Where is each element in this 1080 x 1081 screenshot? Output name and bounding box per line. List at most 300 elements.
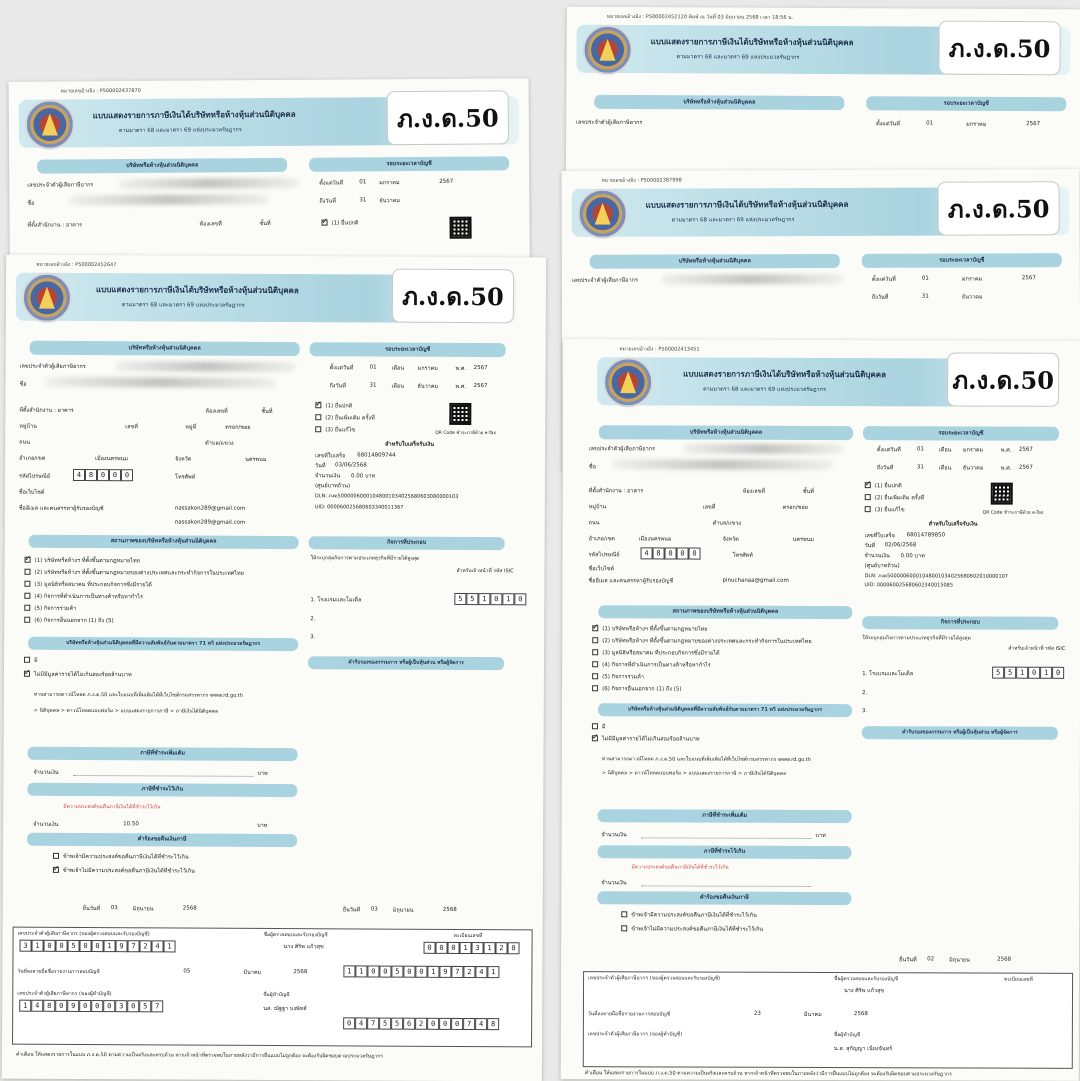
period-from-day: 01 xyxy=(916,446,924,453)
province-label: จังหวัด xyxy=(722,536,739,543)
refund-no-label: ข้าพเจ้าไม่มีความประสงค์ขอคืนภาษีเงินได้ที่ชำระไว้เกิน xyxy=(62,867,195,875)
bookkeeper-office-boxes xyxy=(343,1017,499,1030)
filing-normal-checkbox[interactable] xyxy=(865,482,871,488)
taxid-digit: 0 xyxy=(56,940,68,952)
auditor-license-boxes xyxy=(424,942,520,955)
filing-extra-label: (2) ยื่นเพิ่มเติม ครั้งที่ xyxy=(325,415,375,422)
province-value: นครพนม xyxy=(792,536,815,543)
overpaid-amount-label: จำนวนเงิน xyxy=(33,821,59,828)
status-item-4: (4) กิจการที่ดำเนินการเป็นทางค้าหรือหากำไร xyxy=(602,662,711,669)
section-header-period: รอบระยะเวลาบัญชี xyxy=(309,156,509,171)
license-digit: 0 xyxy=(508,942,520,954)
taxid-digit: 7 xyxy=(128,940,140,952)
period-from-day: 01 xyxy=(359,179,367,186)
office-digit: 2 xyxy=(463,966,475,978)
postcode-boxes xyxy=(73,469,133,481)
overpaid-amount-field[interactable] xyxy=(641,885,811,887)
qr-code-icon xyxy=(991,483,1013,505)
status-checkbox-5[interactable] xyxy=(592,673,598,679)
email-value-2: nassakon289@gmail.com xyxy=(174,519,246,526)
section-header-company: บริษัทหรือห้างหุ้นส่วนนิติบุคคล xyxy=(30,341,300,356)
bk-digit: 0 xyxy=(79,1000,91,1012)
filing-amend-checkbox[interactable] xyxy=(315,426,321,432)
taxpayer-id-label: เลขประจำตัวผู้เสียภาษีอากร xyxy=(19,363,86,371)
taxpayer-id-label: เลขประจำตัวผู้เสียภาษีอากร xyxy=(588,446,655,453)
taxid-digit: 1 xyxy=(164,940,176,952)
isic-digit: 5 xyxy=(454,593,466,605)
bookkeeper-name: น.ส. สุกัญญา เนียงจันทร์ xyxy=(833,1046,893,1053)
auditor-name-label: ชื่อผู้ตรวจสอบและรับรองบัญชี xyxy=(834,976,899,983)
bookkeeper-name: นส. ณัฐฐา บงพิทส์ xyxy=(263,1005,307,1013)
business-item-3: 3. xyxy=(310,634,316,641)
taxid-digit: 9 xyxy=(116,940,128,952)
sign-date-month: มิถุนายน xyxy=(132,906,154,913)
district-value: เมืองนครพนม xyxy=(95,456,129,463)
business-item-2: 2. xyxy=(310,616,316,623)
period-year: 2567 xyxy=(473,383,488,390)
bk-digit: 4 xyxy=(31,1000,43,1012)
form-code: ภ.ง.ด.50 xyxy=(938,21,1060,76)
form-code: ภ.ง.ด.50 xyxy=(387,90,509,145)
auditor-name: นาง ศิริพ แก้วสุข xyxy=(844,988,885,995)
status-checkbox-6[interactable] xyxy=(592,685,598,691)
extra-tax-baht: บาท xyxy=(815,832,826,840)
revenue-department-seal-icon xyxy=(603,357,653,407)
footer-warning: คำเตือน ให้แสดงรายการในแบบ ภ.ง.ด.50 ตามความเป็นจริงและครบถ้วน หากเจ้าหน้าที่ตรวจพบในภายหลังว่ามีการยื่นแบบไม่ถูกต้อง จะต้องรับผิดชอบตามประมวลรัษฎากร xyxy=(15,1051,384,1060)
period-year: 2567 xyxy=(439,178,454,185)
period-from-month: มกราคม xyxy=(379,180,400,187)
bk-digit: 1 xyxy=(19,1000,31,1012)
qr-code-icon xyxy=(449,403,471,425)
postcode-digit: 8 xyxy=(653,547,665,559)
subdistrict-label: ตำบล/แขวง xyxy=(205,440,234,447)
status-checkbox-4[interactable] xyxy=(592,661,598,667)
section71-none-label: ไม่มีมีมูลค่ารายได้ไม่เกินสองร้อยล้านบาท xyxy=(601,736,700,743)
section-header-period: รอบระยะเวลาบัญชี xyxy=(310,342,506,357)
phone-label: โทรศัพท์ xyxy=(174,474,196,481)
bko-digit: 8 xyxy=(487,1018,499,1030)
postcode-digit: 0 xyxy=(689,548,701,560)
room-label: ห้องเลขที่ xyxy=(742,488,766,495)
postcode-digit: 4 xyxy=(73,469,85,481)
redacted-name xyxy=(69,194,269,205)
sign-date-label: ยื่นวันที่ xyxy=(899,957,917,964)
period-from-day: 01 xyxy=(921,275,929,282)
village-label: หมู่บ้าน xyxy=(19,423,37,430)
refund-yes-checkbox[interactable] xyxy=(53,853,59,859)
sign-date-year: 2568 xyxy=(997,956,1012,963)
tax-form-sheet-d xyxy=(2,255,546,1081)
bko-digit: 7 xyxy=(367,1017,379,1029)
office-digit: 4 xyxy=(475,966,487,978)
status-checkbox-2[interactable] xyxy=(592,637,598,643)
bko-digit: 7 xyxy=(463,1018,475,1030)
bk-digit: 0 xyxy=(103,1000,115,1012)
email-label: ชื่ออีเมล และคนสรรหาผู้รับรองบัญชี xyxy=(588,578,674,585)
receipt-header: สำหรับใบเสร็จรับเงิน xyxy=(385,441,435,448)
taxid-digit: 5 xyxy=(68,940,80,952)
office-digit: 0 xyxy=(403,966,415,978)
period-to-label: ถึงวันที่ xyxy=(329,383,346,390)
status-checkbox-3[interactable] xyxy=(24,581,30,587)
status-item-5: (5) กิจการร่วมค้า xyxy=(34,605,77,612)
extra-tax-amount-label: จำนวนเงิน xyxy=(33,769,59,776)
taxpayer-id-label: เลขประจำตัวผู้เสียภาษีอากร xyxy=(27,182,94,189)
section71-have-checkbox[interactable] xyxy=(24,657,30,663)
refund-no-label: ข้าพเจ้าไม่มีความประสงค์ขอคืนภาษีเงินได้ที่ชำระไว้เกิน xyxy=(631,926,764,933)
business-section-header: กิจการที่ประกอบ xyxy=(862,616,1058,630)
period-from-month: มกราคม xyxy=(961,276,983,283)
audit-date-day: 23 xyxy=(753,1010,761,1017)
bko-digit: 0 xyxy=(343,1017,355,1029)
section71-none-checkbox[interactable] xyxy=(592,735,598,741)
audit-date-month: มีนาคม xyxy=(803,1011,822,1019)
business-description: ให้ระบุกลุ่มกิจการตามประเภทธุรกิจที่มีรายได้สูงสุด xyxy=(862,635,971,642)
form-subtitle: ตามมาตรา 68 และมาตรา 69 แห่งประมวลรัษฎากร xyxy=(703,386,826,394)
bko-digit: 4 xyxy=(475,1018,487,1030)
audit-date-label: วันที่ลงลายมือชื่อรายงานการสอบบัญชี xyxy=(587,1011,671,1018)
website-label: ชื่อเว็บไซต์ xyxy=(18,489,45,496)
office-digit: 0 xyxy=(367,965,379,977)
amount-words: (ศูนย์บาทถ้วน) xyxy=(864,563,900,570)
period-year: 2567 xyxy=(1021,275,1036,282)
dln-code: DLN: ภงด50000060001048001034025680603080000103 xyxy=(314,493,459,500)
sign-date-label-2: ยื่นวันที่ xyxy=(342,907,361,914)
business-item-2: 2. xyxy=(862,690,868,697)
receipt-date-label: วันที่ xyxy=(864,543,876,550)
period-year: 2567 xyxy=(1018,446,1033,453)
period-to-day: 31 xyxy=(359,197,367,204)
floor-label: ชั้นที่ xyxy=(261,408,273,415)
license-digit: 0 xyxy=(424,942,436,954)
form-subtitle: ตามมาตรา 68 และมาตรา 69 แห่งประมวลรัษฎากร xyxy=(671,217,795,224)
license-digit: 3 xyxy=(472,942,484,954)
refund-yes-checkbox[interactable] xyxy=(621,911,627,917)
period-from-label: ตั้งแต่วันที่ xyxy=(876,447,901,454)
receipt-no: 68014809744 xyxy=(357,452,396,459)
filing-extra-checkbox[interactable] xyxy=(865,494,871,500)
office-digit: 9 xyxy=(439,966,451,978)
period-year-label: พ.ศ. xyxy=(1000,447,1012,454)
postcode-digit: 0 xyxy=(665,547,677,559)
isic-digit: 1 xyxy=(1016,667,1028,679)
postcode-digit: 0 xyxy=(677,547,689,559)
period-from-label: ตั้งแต่วันที่ xyxy=(876,121,901,128)
license-digit: 2 xyxy=(496,942,508,954)
extra-tax-header: ภาษีที่ชำระเพิ่มเติม xyxy=(598,809,852,823)
status-item-3: (3) มูลนิธิหรือสมาคม ที่ประกอบกิจการซึ่งมีรายได้ xyxy=(34,581,152,589)
auditor-taxid-label: เลขประจำตัวผู้เสียภาษีอากร (ของผู้ตรวจสอบและรับรองบัญชี) xyxy=(588,975,721,982)
form-subtitle: ตามมาตรา 68 และมาตรา 69 แห่งประมวลรัษฎากร xyxy=(118,127,242,135)
address-label: ที่ตั้งสำนักงาน : อาคาร xyxy=(19,407,74,414)
status-checkbox-2[interactable] xyxy=(24,569,30,575)
period-from-label: ตั้งแต่วันที่ xyxy=(871,276,896,283)
status-item-4: (4) กิจการที่ดำเนินการเป็นทางค้าหรือหากำไร xyxy=(34,593,143,601)
audit-date-year: 2568 xyxy=(853,1011,868,1018)
form-subtitle: ตามมาตรา 68 และมาตรา 69 แห่งประมวลรัษฎากร xyxy=(676,54,800,61)
office-code-boxes xyxy=(343,965,499,978)
email-label: ชื่ออีเมล และคนสรรหาผู้รับรองบัญชี xyxy=(18,505,104,513)
form-title: แบบแสดงรายการภาษีเงินได้บริษัทหรือห้างหุ้นส่วนนิติบุคคล xyxy=(92,109,296,121)
bko-digit: 4 xyxy=(355,1017,367,1029)
filing-normal-checkbox[interactable] xyxy=(322,220,328,226)
period-from-label: ตั้งแต่วันที่ xyxy=(329,365,354,372)
period-to-label: ถึงวันที่ xyxy=(871,294,889,301)
office-digit: 5 xyxy=(391,966,403,978)
isic-digit: 0 xyxy=(490,593,502,605)
sign-date-label: ยื่นวันที่ xyxy=(82,906,101,913)
download-path: > นิติบุคคล > ดาวน์โหลดแบบฟอร์ม > แบบแสดงรายการภาษี > ภาษีเงินได้นิติบุคคล xyxy=(33,707,219,715)
extra-tax-header: ภาษีที่ชำระเพิ่มเติม xyxy=(28,747,298,761)
website-label: ชื่อเว็บไซต์ xyxy=(588,566,615,573)
period-from-day: 01 xyxy=(926,120,934,127)
sign-date-year-2: 2568 xyxy=(442,906,457,913)
taxid-digit: 0 xyxy=(44,940,56,952)
form-code: ภ.ง.ด.50 xyxy=(947,352,1059,406)
taxpayer-id-label: เลขประจำตัวผู้เสียภาษีอากร xyxy=(571,277,638,284)
bko-digit: 5 xyxy=(391,1018,403,1030)
filing-extra-checkbox[interactable] xyxy=(315,414,321,420)
status-checkbox-5[interactable] xyxy=(24,605,30,611)
form-title: แบบแสดงรายการภาษีเงินได้บริษัทหรือห้างหุ้นส่วนนิติบุคคล xyxy=(95,285,299,296)
house-no-label: เลขที่ xyxy=(702,504,716,511)
amount-words: (ศูนย์บาทถ้วน) xyxy=(314,483,351,490)
bk-digit: 0 xyxy=(55,1000,67,1012)
amount-value: 0.00 บาท xyxy=(900,553,925,560)
office-digit: 7 xyxy=(451,966,463,978)
section-header-period: รอบระยะเวลาบัญชี xyxy=(863,426,1059,441)
sign-date-year: 2568 xyxy=(182,905,197,912)
postcode-digit: 0 xyxy=(109,469,121,481)
house-no-label: เลขที่ xyxy=(125,424,138,431)
audit-date-day: 05 xyxy=(183,968,191,975)
bko-digit: 6 xyxy=(403,1018,415,1030)
period-to-month: ธันวาคม xyxy=(379,198,401,205)
section71-have-checkbox[interactable] xyxy=(592,723,598,729)
redacted-name xyxy=(45,377,275,388)
period-to-month: ธันวาคม xyxy=(961,294,983,301)
overpaid-tax-header: ภาษีที่ชำระไว้เกิน xyxy=(27,783,297,797)
name-label: ชื่อ xyxy=(27,200,35,207)
extra-tax-baht: บาท xyxy=(257,770,268,777)
province-label: จังหวัด xyxy=(175,456,192,463)
period-year: 2567 xyxy=(473,365,488,372)
taxid-digit: 0 xyxy=(80,940,92,952)
taxid-digit: 0 xyxy=(92,940,104,952)
amount-label: จำนวนเงิน xyxy=(864,553,890,560)
filing-normal-checkbox[interactable] xyxy=(315,402,321,408)
office-digit: 1 xyxy=(487,966,499,978)
audit-date-year: 2568 xyxy=(293,969,308,976)
refund-request-header: คำร้องขอคืนเงินภาษี xyxy=(597,891,851,905)
uid-code: UID: 000060025680602340015085 xyxy=(864,582,954,589)
bk-digit: 9 xyxy=(67,1000,79,1012)
sign-date-day-2: 03 xyxy=(370,906,378,913)
period-to-month: ธันวาคม xyxy=(417,383,439,390)
director-certification-header: คำรับรองของกรรมการ หรือผู้เป็นหุ้นส่วน หรือผู้จัดการ xyxy=(862,726,1058,740)
period-from-month: มกราคม xyxy=(962,447,984,454)
sign-date-day: 03 xyxy=(110,905,118,912)
receipt-date-label: วันที่ xyxy=(315,463,326,470)
alley-label: ตรอก/ซอย xyxy=(782,504,808,511)
period-to-day: 31 xyxy=(369,382,377,389)
period-year: 2567 xyxy=(1018,464,1033,471)
status-checkbox-4[interactable] xyxy=(24,593,30,599)
status-item-2: (2) บริษัทหรือห้างฯ ที่ตั้งขึ้นตามกฎหมายของต่างประเทศและกระทำกิจการในประเทศไทย xyxy=(602,638,812,645)
audit-date-label: วันที่ลงลายมือชื่อรายงานการสอบบัญชี xyxy=(17,968,100,976)
name-label: ชื่อ xyxy=(19,381,27,388)
download-path: > นิติบุคคล > ดาวน์โหลดแบบฟอร์ม > แบบแสดงรายการภาษี > ภาษีเงินได้นิติบุคคล xyxy=(601,770,787,777)
email-value-1: nassakon289@gmail.com xyxy=(174,505,246,512)
taxid-digit: 4 xyxy=(152,940,164,952)
filing-amend-checkbox[interactable] xyxy=(865,506,871,512)
bk-digit: 7 xyxy=(151,1000,163,1012)
moo-label: หมู่ที่ xyxy=(185,424,197,431)
taxid-digit: 1 xyxy=(32,940,44,952)
section71-header: บริษัทหรือห้างหุ้นส่วนนิติบุคคลที่มีความสัมพันธ์กันตามมาตรา 71 ทวิ แห่งประมวลรัษฎากร xyxy=(28,637,298,651)
postcode-digit: 4 xyxy=(641,547,653,559)
status-checkbox-3[interactable] xyxy=(592,649,598,655)
overpaid-refund-note: มีความประสงค์ขอคืนภาษีเงินได้ที่ชำระไว้เกิน xyxy=(631,864,729,871)
isic-digit: 5 xyxy=(1004,667,1016,679)
qr-caption: QR Code ชำระภาษีด้วย e-Tax xyxy=(435,430,497,437)
period-to-label: ถึงวันที่ xyxy=(319,198,336,205)
filing-amend-label: (3) ยื่นแก้ไข xyxy=(874,507,905,514)
revenue-department-seal-icon xyxy=(578,189,628,239)
redacted-taxpayer-id xyxy=(662,274,842,285)
auditor-name: นาง ศิริพ แก้วสุข xyxy=(283,944,324,951)
status-checkbox-1[interactable] xyxy=(25,557,31,563)
license-digit: 1 xyxy=(460,942,472,954)
section-header-company: บริษัทหรือห้างหุ้นส่วนนิติบุคคล xyxy=(590,254,840,269)
refund-no-checkbox[interactable] xyxy=(621,925,627,931)
status-checkbox-6[interactable] xyxy=(24,617,30,623)
overpaid-tax-header: ภาษีที่ชำระไว้เกิน xyxy=(597,845,851,859)
form-title: แบบแสดงรายการภาษีเงินได้บริษัทหรือห้างหุ้นส่วนนิติบุคคล xyxy=(645,199,849,210)
bk-digit: 5 xyxy=(139,1000,151,1012)
overpaid-amount-value: 10.50 xyxy=(123,821,139,828)
receipt-no: 68014789850 xyxy=(906,532,946,539)
sign-date-day: 02 xyxy=(927,956,935,963)
period-month-label: เดือน xyxy=(938,447,952,454)
village-label: หมู่บ้าน xyxy=(588,504,607,511)
bko-digit: 0 xyxy=(439,1018,451,1030)
filing-extra-label: (2) ยื่นเพิ่มเติม ครั้งที่ xyxy=(874,495,925,502)
amount-value: 0.00 บาท xyxy=(350,473,376,480)
business-description: ให้ระบุกลุ่มกิจการตามประเภทธุรกิจที่มีรายได้สูงสุด xyxy=(310,555,420,562)
form-code: ภ.ง.ด.50 xyxy=(392,269,514,324)
bko-digit: 0 xyxy=(451,1018,463,1030)
qr-caption: QR Code ชำระภาษีด้วย e-Tax xyxy=(982,510,1044,516)
status-checkbox-1[interactable] xyxy=(592,625,598,631)
form-code: ภ.ง.ด.50 xyxy=(938,181,1060,235)
bookkeeper-taxid-label: เลขประจำตัวผู้เสียภาษีอากร (ของผู้ทำบัญชี) xyxy=(587,1031,683,1038)
reference-number: หมายเลขอ้างอิง : P500002452120 พิมพ์ ณ วันที่ 03 มิถุนายน 2568 เวลา 18:56 น. xyxy=(606,13,794,21)
refund-yes-label: ข้าพเจ้ามีความประสงค์ขอคืนภาษีเงินได้ที่ชำระไว้เกิน xyxy=(631,912,757,919)
bk-digit: 8 xyxy=(43,1000,55,1012)
road-label: ถนน xyxy=(588,520,600,527)
extra-tax-amount-field[interactable] xyxy=(73,775,253,777)
province-value: นครพนม xyxy=(245,456,267,463)
bk-digit: 0 xyxy=(127,1000,139,1012)
postcode-boxes xyxy=(641,547,701,559)
taxpayer-id-label: เลขประจำตัวผู้เสียภาษีอากร xyxy=(576,119,643,127)
alley-label: ตรอก/ซอย xyxy=(225,424,251,431)
office-digit: 0 xyxy=(379,966,391,978)
district-value: เมืองนครพนม xyxy=(638,536,672,543)
phone-label: โทรศัพท์ xyxy=(732,552,753,559)
isic-digit: 5 xyxy=(466,593,478,605)
postcode-digit: 8 xyxy=(85,469,97,481)
redacted-taxpayer-id xyxy=(683,444,843,455)
refund-yes-label: ข้าพเจ้ามีความประสงค์ขอคืนภาษีเงินได้ที่ชำระไว้เกิน xyxy=(62,853,189,861)
isic-digit: 1 xyxy=(1040,667,1052,679)
bk-digit: 0 xyxy=(91,1000,103,1012)
taxid-digit: 3 xyxy=(20,940,32,952)
room-label: ห้องเลขที่ xyxy=(205,408,228,415)
reference-number: หมายเลขอ้างอิง : P500002437870 xyxy=(60,87,141,95)
period-from-month: มกราคม xyxy=(966,121,987,128)
status-section-header: สถานภาพของบริษัทหรือห้างหุ้นส่วนนิติบุคคล xyxy=(29,535,299,549)
overpaid-refund-note: มีความประสงค์ขอคืนภาษีเงินได้ที่ชำระไว้เกิน xyxy=(63,803,161,811)
section-header-company: บริษัทหรือห้างหุ้นส่วนนิติบุคคล xyxy=(37,158,287,174)
license-digit: 0 xyxy=(448,942,460,954)
refund-no-checkbox[interactable] xyxy=(53,867,59,873)
tax-form-sheet-e xyxy=(561,339,1080,1081)
overpaid-baht: บาท xyxy=(257,822,268,829)
filing-amend-label: (3) ยื่นแก้ไข xyxy=(325,427,356,434)
period-from-month: มกราคม xyxy=(417,365,438,372)
form-title: แบบแสดงรายการภาษีเงินได้บริษัทหรือห้างหุ้นส่วนนิติบุคคล xyxy=(650,37,854,48)
business-item-1: 1. โรงแรมและโมเต็ล xyxy=(310,597,362,604)
status-item-6: (6) กิจการอื่นนอกจาก (1) ถึง (5) xyxy=(602,686,682,693)
bk-digit: 3 xyxy=(115,1000,127,1012)
office-digit: 0 xyxy=(415,966,427,978)
isic-code-boxes xyxy=(992,667,1064,679)
license-digit: 1 xyxy=(484,942,496,954)
reference-number: หมายเลขอ้างอิง : P500002452647 xyxy=(36,261,117,269)
overpaid-amount-label: จำนวนเงิน xyxy=(601,880,627,887)
bko-digit: 2 xyxy=(415,1018,427,1030)
section-header-period: รอบระยะเวลาบัญชี xyxy=(866,96,1066,111)
revenue-department-seal-icon xyxy=(25,99,75,149)
status-item-1: (1) บริษัทหรือห้างฯ ที่ตั้งขึ้นตามกฎหมายไทย xyxy=(602,626,708,633)
status-section-header: สถานภาพของบริษัทหรือห้างหุ้นส่วนนิติบุคคล xyxy=(598,605,852,619)
audit-date-month: มีนาคม xyxy=(243,969,262,976)
business-item-1: 1. โรงแรมและโมเต็ล xyxy=(862,671,914,678)
name-label: ชื่อ xyxy=(588,464,596,471)
period-to-day: 31 xyxy=(916,464,924,471)
period-month-label: เดือน xyxy=(938,465,952,472)
section-header-period: รอบระยะเวลาบัญชี xyxy=(862,253,1062,268)
postcode-digit: 0 xyxy=(97,469,109,481)
filing-normal-label: (1) ยื่นปกติ xyxy=(325,403,353,410)
period-from-label: ตั้งแต่วันที่ xyxy=(319,180,344,187)
extra-tax-amount-field[interactable] xyxy=(642,837,812,839)
period-from-day: 01 xyxy=(369,364,377,371)
filing-normal-label: (1) ยื่นปกติ xyxy=(874,483,902,490)
auditor-taxid-label: เลขประจำตัวผู้เสียภาษีอากร (ของผู้ตรวจสอบและรับรองบัญชี) xyxy=(17,930,150,938)
redacted-taxpayer-id xyxy=(119,178,299,189)
isic-digit: 0 xyxy=(1028,667,1040,679)
section-header-company: บริษัทหรือห้างหุ้นส่วนนิติบุคคล xyxy=(594,95,844,110)
section71-none-checkbox[interactable] xyxy=(24,671,30,677)
auditor-table xyxy=(12,927,533,1048)
period-month-label: เดือน xyxy=(391,365,405,372)
bookkeeper-taxid-boxes xyxy=(19,1000,163,1013)
reference-number: หมายเลขอ้างอิง : P500002413451 xyxy=(619,346,700,353)
isic-digit: 5 xyxy=(992,667,1004,679)
